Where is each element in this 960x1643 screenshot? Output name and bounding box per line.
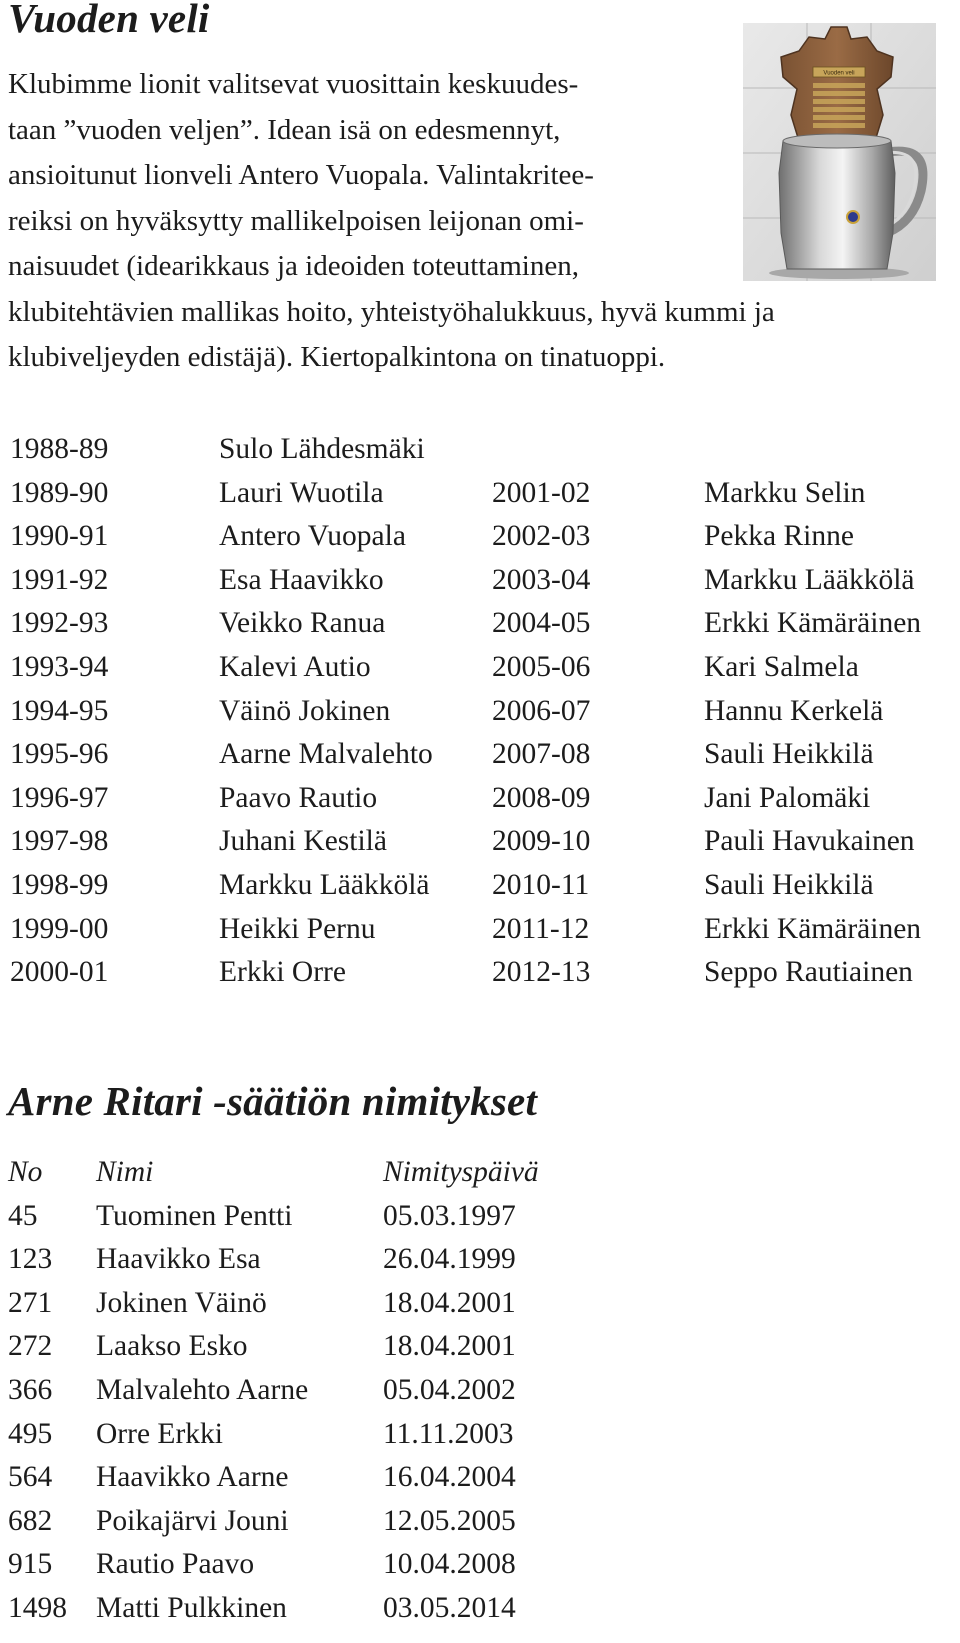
member-number: 682 — [8, 1504, 53, 1537]
member-name: Malvalehto Aarne — [96, 1374, 309, 1406]
winner-name-2: Pauli Havukainen — [704, 825, 915, 858]
winner-year-2: 2011-12 — [492, 912, 590, 945]
intro-line: Klubimme lionit valitsevat vuosittain keskuudes- — [8, 68, 579, 100]
winner-name: Markku Lääkkölä — [219, 869, 430, 901]
photo-plaque-label: Vuoden veli — [823, 70, 855, 77]
intro-line: taan ”vuoden veljen”. Idean isä on edesmennyt, — [8, 113, 561, 146]
intro-line: ansioitunut lionveli Antero Vuopala. Valintakritee- — [8, 159, 594, 191]
winner-name-2: Sauli Heikkilä — [704, 869, 874, 901]
intro-line: klubiveljeyden edistäjä). Kiertopalkintona on tinatuoppi. — [8, 341, 666, 373]
member-name: Matti Pulkkinen — [96, 1592, 287, 1624]
winner-name-2: Pekka Rinne — [704, 520, 854, 553]
member-name: Orre Erkki — [96, 1417, 223, 1450]
member-name: Haavikko Esa — [96, 1243, 261, 1276]
winner-name-2: Jani Palomäki — [704, 781, 871, 814]
member-name: Haavikko Aarne — [96, 1461, 289, 1494]
winner-name: Esa Haavikko — [219, 563, 384, 596]
winner-name: Lauri Wuotila — [219, 476, 384, 509]
winner-year: 1995-96 — [10, 738, 109, 771]
member-name: Jokinen Väinö — [96, 1286, 267, 1319]
winner-year: 1988-89 — [10, 433, 109, 465]
winner-name-2: Markku Selin — [704, 476, 866, 509]
winner-year-2: 2002-03 — [492, 520, 591, 553]
winner-year-2: 2006-07 — [492, 694, 591, 727]
winner-year: 1992-93 — [10, 607, 109, 640]
winner-name: Paavo Rautio — [219, 781, 378, 814]
winner-name-2: Erkki Kämäräinen — [704, 607, 922, 640]
member-number: 45 — [8, 1199, 38, 1232]
winner-year-2: 2001-02 — [492, 476, 591, 509]
winner-name: Aarne Malvalehto — [219, 738, 433, 771]
winner-name-2: Seppo Rautiainen — [704, 956, 913, 989]
winner-year-2: 2010-11 — [492, 869, 590, 901]
winner-name-2: Hannu Kerkelä — [704, 694, 884, 727]
member-name: Rautio Paavo — [96, 1548, 255, 1581]
winner-year: 1991-92 — [10, 563, 109, 596]
member-number: 564 — [8, 1461, 53, 1494]
winner-year: 1994-95 — [10, 694, 109, 727]
winner-year-2: 2003-04 — [492, 563, 591, 596]
winner-name: Juhani Kestilä — [219, 825, 387, 858]
winner-year: 1997-98 — [10, 825, 109, 858]
winner-name: Väinö Jokinen — [219, 694, 391, 727]
appointment-date: 16.04.2004 — [383, 1461, 516, 1494]
winner-year: 1989-90 — [10, 476, 109, 509]
winner-year-2: 2005-06 — [492, 651, 591, 683]
member-number: 272 — [8, 1330, 53, 1363]
winner-year-2: 2008-09 — [492, 781, 591, 814]
winner-year: 1999-00 — [10, 912, 109, 945]
member-number: 1498 — [8, 1592, 67, 1624]
appointment-date: 10.04.2008 — [383, 1548, 516, 1581]
appointment-date: 26.04.1999 — [383, 1243, 516, 1276]
member-name: Laakso Esko — [96, 1330, 248, 1363]
page-title: Vuoden veli — [8, 0, 210, 41]
appointment-date: 03.05.2014 — [383, 1592, 516, 1624]
winner-year: 2000-01 — [10, 956, 109, 989]
member-number: 271 — [8, 1286, 53, 1319]
appointment-date: 18.04.2001 — [383, 1286, 516, 1319]
intro-paragraph — [8, 62, 953, 381]
member-number: 123 — [8, 1243, 53, 1276]
winner-name: Erkki Orre — [219, 956, 346, 989]
winner-name-2: Erkki Kämäräinen — [704, 912, 922, 945]
appointment-date: 05.04.2002 — [383, 1374, 516, 1406]
column-header-no: No — [8, 1156, 43, 1188]
appointment-date: 11.11.2003 — [383, 1417, 514, 1450]
appointment-date: 12.05.2005 — [383, 1504, 516, 1537]
winner-name: Sulo Lähdesmäki — [219, 433, 425, 465]
member-number: 366 — [8, 1374, 53, 1406]
winner-year-2: 2004-05 — [492, 607, 591, 640]
intro-line: naisuudet (idearikkaus ja ideoiden toteuttaminen, — [8, 250, 579, 282]
winner-name: Veikko Ranua — [219, 607, 386, 640]
winner-name: Heikki Pernu — [219, 912, 376, 945]
member-number: 495 — [8, 1417, 53, 1450]
winner-year-2: 2009-10 — [492, 825, 591, 858]
member-name: Tuominen Pentti — [96, 1199, 293, 1232]
section-title: Arne Ritari -säätiön nimitykset — [8, 1078, 538, 1124]
winner-name-2: Kari Salmela — [704, 651, 859, 683]
intro-line: klubitehtävien mallikas hoito, yhteistyöhalukkuus, hyvä kummi ja — [8, 295, 775, 328]
winner-name-2: Sauli Heikkilä — [704, 738, 874, 771]
appointment-date: 05.03.1997 — [383, 1199, 516, 1232]
winner-year: 1996-97 — [10, 781, 109, 814]
winner-year: 1998-99 — [10, 869, 109, 901]
intro-line: reiksi on hyväksytty mallikelpoisen leijonan omi- — [8, 204, 584, 237]
appointment-date: 18.04.2001 — [383, 1330, 516, 1363]
winner-year: 1990-91 — [10, 520, 109, 553]
column-header-date: Nimityspäivä — [383, 1156, 539, 1188]
winner-name: Kalevi Autio — [219, 651, 371, 683]
winner-year-2: 2012-13 — [492, 956, 591, 989]
winner-year: 1993-94 — [10, 651, 109, 683]
winner-name: Antero Vuopala — [219, 520, 406, 553]
member-number: 915 — [8, 1548, 53, 1581]
column-header-name: Nimi — [96, 1156, 154, 1188]
winner-year-2: 2007-08 — [492, 738, 591, 771]
member-name: Poikajärvi Jouni — [96, 1504, 289, 1537]
winner-name-2: Markku Lääkkölä — [704, 563, 915, 596]
